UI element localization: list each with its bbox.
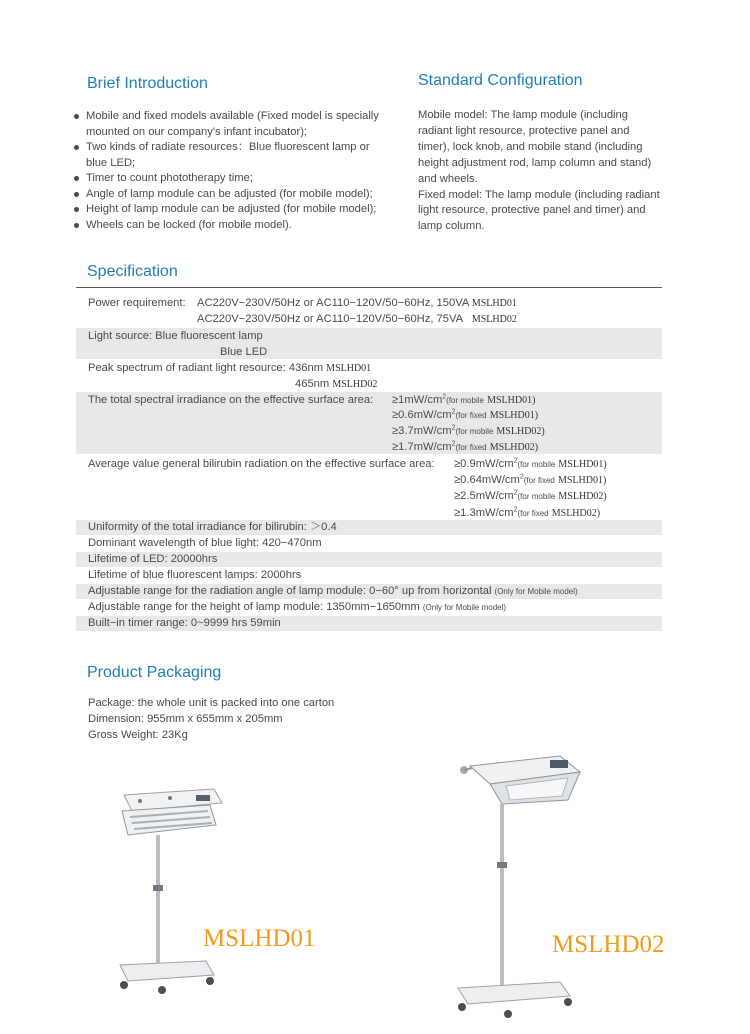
brief-bullet-list xyxy=(72,109,406,233)
bullet-icon xyxy=(74,207,79,212)
lamp-column xyxy=(156,835,160,963)
spec-row-power: Power requirement: AC220V−230V/50Hz or AC110−120V/50−60Hz, 150VA MSLHD01 AC220V−230V/50Hz or AC110−120V/50−60Hz, 75VA MSLHD02 xyxy=(88,297,517,325)
spec-row-uniformity: Uniformity of the total irradiance for bilirubin: ＞0.4 xyxy=(76,520,662,535)
lamp-head xyxy=(460,756,580,804)
spec-row-total-irradiance: The total spectral irradiance on the effective surface area: $\ge 1mW/cm^2(for$ mobile MSLHD01) $\ge 0.6mW/cm^2(for$ fixed MSLHD01) $\ge 3.7mW/cm^2(for$ mobile MSLHD02) $\ge 1.7mW/cm^2(for$ fixed MSLHD02) xyxy=(76,392,662,454)
bullet-icon xyxy=(74,114,79,119)
spec-row-wavelength: Dominant wavelength of blue light: 420−470nm xyxy=(88,537,322,549)
specification-divider xyxy=(76,287,662,288)
bullet-icon xyxy=(74,192,79,197)
bullet-icon xyxy=(74,223,79,228)
mslhd01-lamp-image xyxy=(110,785,230,1000)
lock-knob xyxy=(497,862,507,868)
spec-row-timer: Built−in timer range: 0~9999 hrs 59min xyxy=(76,616,662,631)
bullet-icon xyxy=(74,145,79,150)
product-packaging-heading: Product Packaging xyxy=(87,664,222,681)
standard-configuration-text: Mobile model: The lamp module (including radiant light resource, protective panel and timer), lock knob, and mobile stand (including height adjustment rod, lamp column and stand) and wheels. Fixed model: The lamp module (including radiant light resource, protective panel and timer) and lamp column. xyxy=(418,109,660,233)
spec-row-peak-spectrum: Peak spectrum of radiant light resource: 436nm MSLHD01 465nm MSLHD02 xyxy=(88,362,378,390)
spec-row-average-bilirubin: Average value general bilirubin radiation on the effective surface area: $\ge 0.9mW/cm^2(for$ mobile MSLHD01) $\ge 0.64mW/cm^2(for$ fixed MSLHD01) $\ge 2.5mW/cm^2(for$ mobile MSLHD02) $\ge 1.3mW/cm^2(for$ fixed MSLHD02) xyxy=(88,457,607,519)
mslhd02-lamp-image xyxy=(450,752,600,1024)
lamp-head xyxy=(122,789,222,835)
lamp-stand xyxy=(120,961,214,994)
mslhd01-caption: MSLHD01 xyxy=(203,925,316,952)
mslhd02-caption: MSLHD02 xyxy=(552,931,665,958)
list-item: Mobile and fixed models available (Fixed model is specially mounted on our company's infant incubator); xyxy=(72,109,406,140)
lock-knob xyxy=(153,885,163,891)
list-item: Two kinds of radiate resources：Blue fluorescent lamp or blue LED; xyxy=(72,140,406,171)
spec-row-led-lifetime: Lifetime of LED: 20000hrs xyxy=(76,552,662,567)
list-item: Timer to count phototherapy time; xyxy=(72,171,406,187)
spec-row-height: Adjustable range for the height of lamp module: 1350mm−1650mm (Only for Mobile model) xyxy=(88,601,507,613)
brief-introduction-heading: Brief Introduction xyxy=(87,75,208,92)
list-item: Wheels can be locked (for mobile model). xyxy=(72,218,406,234)
bullet-icon xyxy=(74,176,79,181)
lamp-stand xyxy=(458,982,572,1018)
packaging-details: Package: the whole unit is packed into one carton Dimension: 955mm x 655mm x 205mm Gross Weight: 23Kg xyxy=(88,697,335,741)
spec-row-angle: Adjustable range for the radiation angle of lamp module: 0−60° up from horizontal (Only for Mobile model) xyxy=(76,584,662,599)
specification-heading: Specification xyxy=(87,263,178,280)
list-item: Angle of lamp module can be adjusted (for mobile model); xyxy=(72,187,406,203)
standard-configuration-heading: Standard Configuration xyxy=(418,72,583,89)
spec-row-light-source: Light source: Blue fluorescent lamp Blue LED xyxy=(76,328,662,359)
list-item: Height of lamp module can be adjusted (for mobile model); xyxy=(72,202,406,218)
spec-row-lamp-lifetime: Lifetime of blue fluorescent lamps: 2000hrs xyxy=(88,569,302,581)
lamp-column xyxy=(500,804,504,986)
